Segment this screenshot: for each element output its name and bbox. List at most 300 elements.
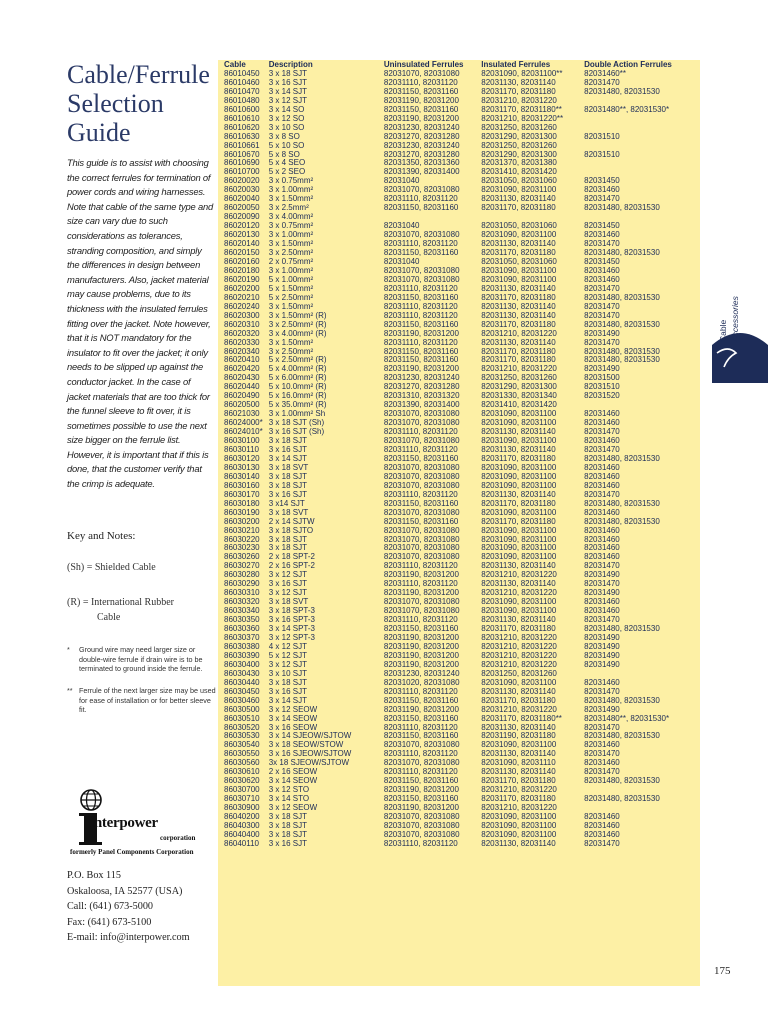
insulated-ferrules: 82031090, 82031100 — [481, 526, 557, 535]
table-row — [218, 822, 700, 831]
cable-description: 3 x 18 SEOW/STOW — [268, 741, 344, 750]
insulated-ferrules: 82031130, 82031140 — [481, 562, 556, 571]
cable-description: 3 x 14 SJT — [268, 87, 307, 96]
double-action-ferrules: 82031460 — [584, 275, 620, 284]
cable-number: 86030450 — [224, 687, 260, 696]
cable-number: 86040300 — [224, 822, 260, 831]
cable-description: 3 x 12 SJT — [268, 589, 307, 598]
uninsulated-ferrules: 82031070, 82031080 — [383, 526, 460, 535]
cable-description: 3 x 10 SJT — [268, 669, 307, 678]
uninsulated-ferrules: 82031190, 82031200 — [383, 96, 459, 105]
cable-number: 86030340 — [224, 607, 260, 616]
cable-number: 86030170 — [224, 490, 260, 499]
cable-number: 86020190 — [224, 275, 260, 284]
insulated-ferrules: 82031250, 82031260 — [481, 374, 557, 383]
table-row — [218, 428, 700, 437]
insulated-ferrules: 82031290, 82031300 — [481, 150, 557, 159]
uninsulated-ferrules: 82031390, 82031400 — [383, 401, 460, 410]
double-action-ferrules — [584, 670, 700, 679]
table-row — [218, 276, 700, 285]
table-row — [218, 643, 700, 652]
cable-number: 86030220 — [224, 535, 260, 544]
insulated-ferrules: 82031130, 82031140 — [481, 240, 556, 249]
table-row — [218, 562, 700, 571]
insulated-ferrules: 82031210, 82031220 — [481, 651, 557, 660]
insulated-ferrules: 82031410, 82031420 — [481, 168, 557, 177]
cable-number: 86020340 — [224, 347, 260, 356]
uninsulated-ferrules: 82031150, 82031160 — [383, 454, 459, 463]
uninsulated-ferrules: 82031110, 82031120 — [383, 302, 458, 311]
cable-number: 86020440 — [224, 383, 260, 392]
cable-description: 3 x 18 SJT — [268, 69, 307, 78]
table-row — [218, 312, 700, 321]
cable-number: 86030370 — [224, 634, 260, 642]
double-action-ferrules: 82031490 — [584, 571, 620, 580]
insulated-ferrules: 82031170, 82031180 — [481, 517, 556, 526]
uninsulated-ferrules: 82031150, 82031160 — [383, 795, 459, 804]
cable-number: 86020150 — [224, 249, 260, 258]
table-row — [218, 240, 700, 249]
table-row — [218, 222, 700, 231]
cable-description: 3 x 18 SJT — [268, 830, 307, 839]
double-action-ferrules: 82031510 — [584, 132, 620, 141]
uninsulated-ferrules: 82031110, 82031120 — [383, 723, 458, 732]
cable-description: 3 x 1.50mm² — [268, 195, 314, 204]
uninsulated-ferrules: 82031070, 82031080 — [383, 607, 460, 616]
cable-description: 3 x 2.50mm² — [268, 249, 314, 258]
double-action-ferrules: 82031460 — [584, 437, 620, 446]
globe-icon — [81, 790, 101, 810]
uninsulated-ferrules: 82031310, 82031320 — [383, 392, 460, 401]
insulated-ferrules: 82031170, 82031180 — [481, 795, 556, 804]
double-action-ferrules: 82031480, 82031530 — [584, 87, 660, 96]
table-row — [218, 697, 700, 706]
cable-number: 86030620 — [224, 777, 260, 786]
insulated-ferrules: 82031410, 82031420 — [481, 401, 557, 410]
double-action-ferrules: 82031470 — [584, 768, 620, 777]
double-action-ferrules: 82031450 — [584, 257, 620, 266]
double-action-ferrules: 82031460 — [584, 598, 620, 607]
insulated-ferrules: 82031130, 82031140 — [481, 616, 556, 625]
uninsulated-ferrules: 82031270, 82031280 — [383, 150, 460, 159]
uninsulated-ferrules: 82031070, 82031080 — [383, 419, 460, 428]
cable-number: 86010620 — [224, 123, 260, 132]
insulated-ferrules: 82031130, 82031140 — [481, 428, 556, 437]
cable-number: 86030700 — [224, 786, 260, 795]
footnote-mark: ** — [67, 686, 73, 695]
table-row — [218, 267, 700, 276]
double-action-ferrules: 82031460 — [584, 419, 620, 428]
logo-formerly: formerly Panel Components Corporation — [70, 848, 194, 856]
double-action-ferrules: 82031470 — [584, 616, 620, 625]
table-row — [218, 813, 700, 822]
cable-number: 86020140 — [224, 240, 260, 249]
cable-description: 2 x 18 SPT-2 — [268, 553, 315, 562]
insulated-ferrules: 82031210, 82031220 — [481, 705, 557, 714]
cable-number: 86010460 — [224, 78, 260, 87]
insulated-ferrules: 82031370, 82031380 — [481, 159, 557, 168]
uninsulated-ferrules: 82031110, 82031120 — [383, 490, 458, 499]
cable-description: 5 x 1.50mm² — [268, 284, 314, 293]
cable-number: 86030140 — [224, 472, 260, 481]
uninsulated-ferrules: 82031230, 82031240 — [383, 374, 460, 383]
cable-description: 5 x 1.00mm² — [268, 275, 314, 284]
uninsulated-ferrules: 82031070, 82031080 — [383, 275, 460, 284]
insulated-ferrules: 82031090, 82031110 — [481, 759, 556, 768]
insulated-ferrules: 82031090, 82031100 — [481, 535, 557, 544]
cable-description: 3 x 18 SJT (Sh) — [268, 419, 325, 428]
uninsulated-ferrules: 82031110, 82031120 — [383, 195, 458, 204]
table-row — [218, 571, 700, 580]
uninsulated-ferrules: 82031190, 82031200 — [383, 589, 459, 598]
uninsulated-ferrules: 82031150, 82031160 — [383, 517, 459, 526]
insulated-ferrules: 82031090, 82031100 — [481, 410, 557, 419]
cable-number: 86020130 — [224, 231, 260, 240]
cable-description: 3x 18 SJEOW/SJTOW — [268, 759, 350, 768]
table-row — [218, 97, 700, 106]
double-action-ferrules: 82031510 — [584, 383, 620, 392]
double-action-ferrules: 82031460 — [584, 266, 620, 275]
uninsulated-ferrules: 82031190, 82031200 — [383, 571, 459, 580]
uninsulated-ferrules: 82031070, 82031080 — [383, 553, 460, 562]
insulated-ferrules: 82031130, 82031140 — [481, 750, 556, 759]
insulated-ferrules: 82031210, 82031220 — [481, 571, 557, 580]
cable-description: 3 x 16 SJT (Sh) — [268, 428, 325, 437]
cable-description: 5 x 2.50mm² (R) — [268, 356, 327, 365]
uninsulated-ferrules: 82031230, 82031240 — [383, 123, 460, 132]
insulated-ferrules: 82031130, 82031140 — [481, 311, 556, 320]
cable-number: 86020120 — [224, 222, 260, 231]
cable-number: 86010690 — [224, 159, 260, 168]
cable-number: 86030540 — [224, 741, 260, 750]
footnote-ground-wire — [67, 645, 217, 674]
cable-number: 86030120 — [224, 454, 260, 463]
insulated-ferrules: 82031090, 82031100 — [481, 553, 557, 562]
uninsulated-ferrules: 82031070, 82031080 — [383, 231, 460, 240]
uninsulated-ferrules: 82031110, 82031120 — [383, 616, 458, 625]
insulated-ferrules: 82031210, 82031220 — [481, 660, 557, 669]
double-action-ferrules: 82031460 — [584, 759, 620, 768]
table-row — [218, 607, 700, 616]
table-row — [218, 133, 700, 142]
cable-description: 5 x 16.0mm² (R) — [268, 392, 327, 401]
uninsulated-ferrules: 82031070, 82031080 — [383, 266, 460, 275]
double-action-ferrules — [584, 804, 700, 813]
key-shielded-note: (Sh) = Shielded Cable — [67, 562, 156, 573]
cable-description: 3 x 12 SPT-3 — [268, 634, 315, 642]
uninsulated-ferrules: 82031190, 82031200 — [383, 804, 459, 813]
insulated-ferrules: 82031090, 82031100 — [481, 275, 557, 284]
cable-description: 3 x 16 SJT — [268, 490, 307, 499]
header-uninsulated: Uninsulated Ferrules — [383, 61, 464, 69]
double-action-ferrules: 82031510 — [584, 150, 620, 159]
cable-number: 86030530 — [224, 732, 260, 741]
uninsulated-ferrules: 82031110, 82031120 — [383, 768, 458, 777]
uninsulated-ferrules: 82031070, 82031080 — [383, 759, 460, 768]
table-row — [218, 500, 700, 509]
double-action-ferrules: 82031470 — [584, 723, 620, 732]
double-action-ferrules — [584, 115, 700, 124]
table-row — [218, 670, 700, 679]
cable-description: 3 x 12 SJT — [268, 96, 307, 105]
table-row — [218, 724, 700, 733]
cable-description: 5 x 4.00mm² (R) — [268, 365, 327, 374]
contact-address — [67, 868, 190, 946]
insulated-ferrules: 82031190, 82031180 — [481, 732, 556, 741]
cable-description: 3 x 14 STO — [268, 795, 310, 804]
cable-description: 3 x 16 SJT — [268, 580, 307, 589]
table-row — [218, 177, 700, 186]
table-row — [218, 142, 700, 151]
table-row — [218, 437, 700, 446]
insulated-ferrules: 82031050, 82031060 — [481, 257, 557, 266]
insulated-ferrules: 82031130, 82031140 — [481, 338, 556, 347]
double-action-ferrules: 82031470 — [584, 428, 620, 437]
uninsulated-ferrules: 82031070, 82031080 — [383, 598, 460, 607]
intro-paragraph: This guide is to assist with choosing the correct ferrules for termination of power cords and wiring harnesses. Note that cable of the same type and size can vary due to such considerations as tolerances, stranding composition, and simply the differences in design between manufacturers. Also, jacket material may cause problems, due to its thickness with the insulated ferrules fitting over the jacket. Note however, that it is NOT mandatory for the insulator to fit over the jacket; it only needs to be slipped up against the conductor jacket. In the case of jacket materials that are too thick for the funnel sleeve to fit over, it is sometimes possible to use the next size bigger on the ferrule list. However, it is important that if this is done, that the customer verify that the crimp is adequate. — [67, 157, 214, 490]
uninsulated-ferrules: 82031070, 82031080 — [383, 463, 460, 472]
table-row — [218, 634, 700, 643]
double-action-ferrules: 82031490 — [584, 642, 620, 651]
double-action-ferrules: 82031520 — [584, 392, 620, 401]
logo-corporation: corporation — [160, 834, 196, 842]
double-action-ferrules: 82031470 — [584, 580, 620, 589]
uninsulated-ferrules: 82031190, 82031200 — [383, 642, 459, 651]
insulated-ferrules: 82031130, 82031140 — [481, 490, 556, 499]
insulated-ferrules: 82031090, 82031100 — [481, 231, 557, 240]
double-action-ferrules: 82031480, 82031530 — [584, 356, 660, 365]
insulated-ferrules: 82031170, 82031180 — [481, 499, 556, 508]
table-row — [218, 544, 700, 553]
double-action-ferrules: 82031490 — [584, 589, 620, 598]
insulated-ferrules: 82031210, 82031220 — [481, 786, 557, 795]
cable-number: 86030500 — [224, 705, 260, 714]
cable-description: 3 x 8 SO — [268, 132, 300, 141]
table-row — [218, 786, 700, 795]
cable-description: 3 x 4.00mm² — [268, 213, 314, 222]
double-action-ferrules: 82031480, 82031530 — [584, 795, 660, 804]
insulated-ferrules: 82031250, 82031260 — [481, 141, 557, 150]
double-action-ferrules: 82031490 — [584, 705, 620, 714]
address-phone: Call: (641) 673-5000 — [67, 901, 154, 912]
double-action-ferrules: 82031470 — [584, 839, 620, 848]
insulated-ferrules: 82031090, 82031100 — [481, 741, 557, 750]
footnote-mark: * — [67, 645, 70, 654]
insulated-ferrules: 82031210, 82031220 — [481, 96, 557, 105]
table-row — [218, 473, 700, 482]
cable-description: 3 x 16 SJT — [268, 687, 307, 696]
insulated-ferrules: 82031170, 82031180 — [481, 356, 556, 365]
insulated-ferrules: 82031170, 82031180** — [481, 714, 562, 723]
double-action-ferrules: 82031480, 82031530 — [584, 320, 660, 329]
uninsulated-ferrules: 82031110, 82031120 — [383, 445, 458, 454]
double-action-ferrules: 82031470 — [584, 78, 620, 87]
cable-number: 86020240 — [224, 302, 260, 311]
table-row — [218, 330, 700, 339]
key-notes-heading: Key and Notes: — [67, 530, 136, 542]
cable-description: 5 x 6.00mm² (R) — [268, 374, 327, 383]
insulated-ferrules: 82031170, 82031180 — [481, 625, 556, 634]
cable-description: 3 x 0.75mm² — [268, 222, 314, 231]
insulated-ferrules: 82031250, 82031260 — [481, 669, 557, 678]
side-tab-line1: Cable — [718, 319, 728, 342]
uninsulated-ferrules: 82031110, 82031120 — [383, 562, 458, 571]
uninsulated-ferrules: 82031110, 82031120 — [383, 338, 458, 347]
cable-number: 86020160 — [224, 257, 260, 266]
cable-number: 86040110 — [224, 839, 259, 848]
insulated-ferrules: 82031090, 82031100 — [481, 437, 557, 446]
table-row — [218, 831, 700, 840]
uninsulated-ferrules: 82031190, 82031200 — [383, 786, 459, 795]
uninsulated-ferrules: 82031070, 82031080 — [383, 544, 460, 553]
insulated-ferrules: 82031090, 82031100** — [481, 69, 563, 78]
table-row — [218, 679, 700, 688]
footnote-text: Ground wire may need larger size or double-wire ferrule if drain wire is to be terminated to ground inside the ferrule. — [79, 645, 203, 674]
cable-description: 3 x 12 STO — [268, 786, 310, 795]
insulated-ferrules: 82031130, 82031140 — [481, 445, 556, 454]
cable-description: 3 x 2.50mm² (R) — [268, 320, 327, 329]
table-row — [218, 750, 700, 759]
table-row — [218, 616, 700, 625]
insulated-ferrules: 82031090, 82031100 — [481, 463, 557, 472]
page-title: Cable/Ferrule Selection Guide — [67, 60, 210, 147]
table-row — [218, 124, 700, 133]
cable-number: 86020410 — [224, 356, 260, 365]
uninsulated-ferrules: 82031070, 82031080 — [383, 186, 460, 195]
table-row — [218, 115, 700, 124]
cable-number: 86040200 — [224, 813, 260, 822]
table-row — [218, 464, 700, 473]
key-rubber-line2: Cable — [97, 612, 121, 623]
cable-description: 3 x 16 SPT-3 — [268, 616, 315, 625]
cable-description: 3 x 18 SVT — [268, 508, 309, 517]
header-cable: Cable — [224, 61, 246, 69]
cable-description: 3 x14 SJT — [268, 499, 305, 508]
cable-description: 3 x 10 SO — [268, 123, 305, 132]
double-action-ferrules: 82031490 — [584, 660, 620, 669]
table-row — [218, 285, 700, 294]
table-row — [218, 455, 700, 464]
side-tab-line2: Accessories — [730, 296, 740, 342]
cable-number: 86010700 — [224, 168, 260, 177]
insulated-ferrules: 82031130, 82031140 — [481, 768, 556, 777]
insulated-ferrules — [481, 213, 584, 222]
double-action-ferrules: 82031460 — [584, 741, 620, 750]
cable-number: 86030510 — [224, 714, 260, 723]
cable-description: 3 x 12 SO — [268, 114, 305, 123]
insulated-ferrules: 82031050, 82031060 — [481, 177, 557, 186]
insulated-ferrules: 82031090, 82031100 — [481, 508, 557, 517]
cable-description: 3 x 18 SJT — [268, 822, 307, 831]
table-row — [218, 688, 700, 697]
table-row — [218, 536, 700, 545]
insulated-ferrules: 82031290, 82031300 — [481, 132, 557, 141]
cable-number: 86020020 — [224, 177, 260, 186]
cable-number: 86010450 — [224, 69, 260, 78]
cable-description: 3 x 0.75mm² — [268, 177, 314, 186]
header-insulated: Insulated Ferrules — [481, 61, 551, 69]
cable-description: 2 x 0.75mm² — [268, 257, 314, 266]
cable-number: 86030320 — [224, 598, 260, 607]
cable-description: 5 x 10.0mm² (R) — [268, 383, 327, 392]
insulated-ferrules: 82031130, 82031140 — [481, 839, 556, 848]
cable-number: 86030260 — [224, 553, 260, 562]
cable-number: 86010470 — [224, 87, 260, 96]
double-action-ferrules: 82031460 — [584, 830, 620, 839]
table-row — [218, 365, 700, 374]
cable-description: 3 x 1.50mm² (R) — [268, 311, 327, 320]
address-city: Oskaloosa, IA 52577 (USA) — [67, 885, 183, 897]
insulated-ferrules: 82031090, 82031100 — [481, 186, 557, 195]
uninsulated-ferrules: 82031070, 82031080 — [383, 508, 460, 517]
insulated-ferrules: 82031090, 82031100 — [481, 472, 557, 481]
insulated-ferrules: 82031090, 82031100 — [481, 481, 557, 490]
uninsulated-ferrules: 82031150, 82031160 — [383, 347, 459, 356]
table-row — [218, 374, 700, 383]
insulated-ferrules: 82031170, 82031180 — [481, 320, 556, 329]
footnote-text: Ferrule of the next larger size may be used for ease of installation or for better sleeve fit. — [79, 686, 216, 715]
cable-number: 86020500 — [224, 401, 260, 410]
uninsulated-ferrules: 82031150, 82031160 — [383, 105, 459, 114]
cable-description: 3 x 18 SVT — [268, 598, 309, 607]
insulated-ferrules: 82031090, 82031100 — [481, 830, 557, 839]
table-header-row — [218, 61, 700, 70]
double-action-ferrules: 82031480, 82031530 — [584, 625, 660, 634]
double-action-ferrules — [584, 159, 700, 168]
cable-description: 3 x 18 SJT — [268, 437, 307, 446]
cable-number: 86030430 — [224, 669, 260, 678]
address-email: E-mail: info@interpower.com — [67, 932, 190, 943]
double-action-ferrules — [584, 401, 700, 410]
table-row — [218, 598, 700, 607]
double-action-ferrules — [584, 213, 700, 222]
table-row — [218, 553, 700, 562]
uninsulated-ferrules: 82031150, 82031160 — [383, 293, 459, 302]
cable-number: 86010600 — [224, 105, 260, 114]
double-action-ferrules — [584, 97, 700, 106]
cable-description: 3 x 18 SJTO — [268, 526, 314, 535]
table-row — [218, 732, 700, 741]
cable-description: 3 x 14 SEOW — [268, 777, 318, 786]
double-action-ferrules: 82031480, 82031530 — [584, 454, 660, 463]
uninsulated-ferrules: 82031190, 82031200 — [383, 651, 459, 660]
table-row — [218, 303, 700, 312]
uninsulated-ferrules: 82031110, 82031120 — [383, 428, 458, 437]
insulated-ferrules: 82031090, 82031100 — [481, 607, 557, 616]
uninsulated-ferrules: 82031020, 82031080 — [383, 678, 460, 687]
double-action-ferrules: 82031490 — [584, 651, 620, 660]
cable-description: 3 x 18 SPT-3 — [268, 607, 315, 616]
cable-description: 3 x 18 SJT — [268, 535, 307, 544]
table-row — [218, 168, 700, 177]
uninsulated-ferrules: 82031110, 82031120 — [383, 839, 458, 848]
cable-number: 86030460 — [224, 696, 260, 705]
uninsulated-ferrules: 82031070, 82031080 — [383, 830, 460, 839]
table-row — [218, 768, 700, 777]
cable-number: 86030550 — [224, 750, 260, 759]
uninsulated-ferrules: 82031150, 82031160 — [383, 696, 459, 705]
cable-description: 3 x 14 SPT-3 — [268, 625, 315, 634]
uninsulated-ferrules: 82031190, 82031200 — [383, 365, 459, 374]
header-double-action: Double Action Ferrules — [584, 61, 672, 69]
cable-description: 3 x 16 SJEOW/SJTOW — [268, 750, 352, 759]
side-tab-label-2 — [730, 290, 750, 346]
uninsulated-ferrules: 82031150, 82031160 — [383, 320, 459, 329]
double-action-ferrules: 82031480**, 82031530* — [584, 105, 670, 114]
uninsulated-ferrules: 82031150, 82031160 — [383, 204, 459, 213]
double-action-ferrules: 82031460 — [584, 472, 620, 481]
page-number: 175 — [714, 965, 731, 977]
